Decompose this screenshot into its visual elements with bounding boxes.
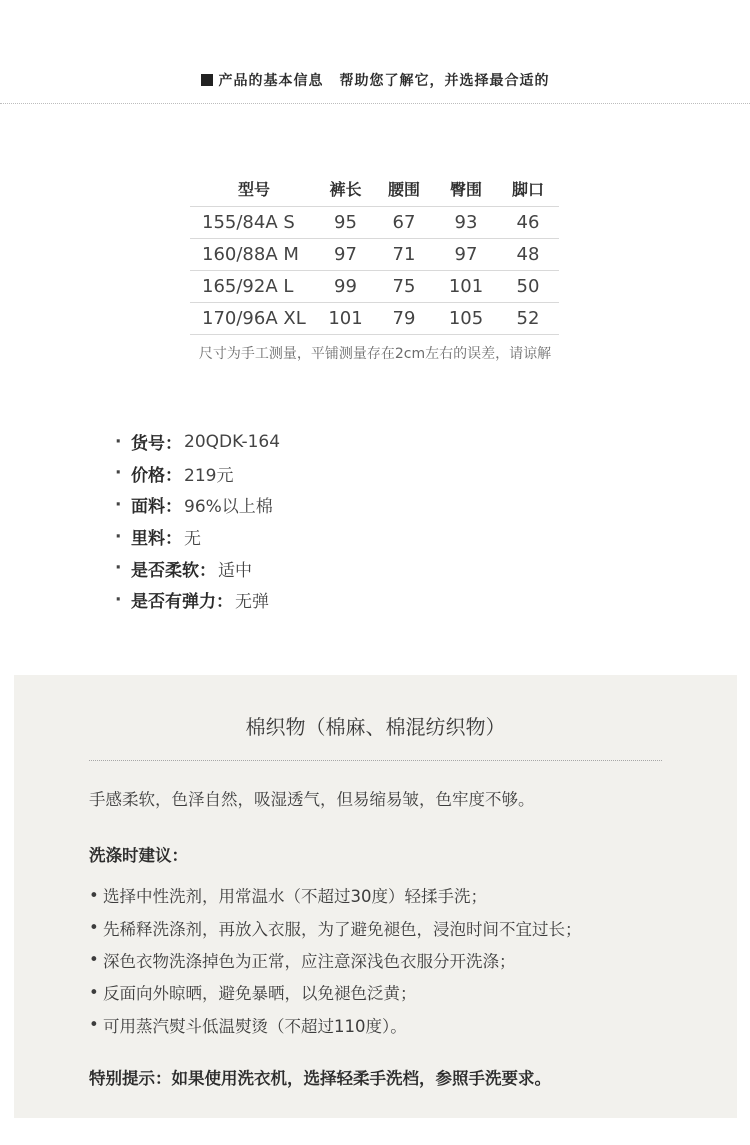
advice-text: 可用蒸汽熨斗低温熨烫（不超过110度）。 — [103, 1016, 407, 1036]
cell-model: 165/92A L — [190, 271, 318, 303]
cell-hip: 101 — [435, 271, 497, 303]
advice-text: 先稀释洗涤剂，再放入衣服，为了避免褪色，浸泡时间不宜过长； — [103, 919, 582, 939]
attribute-item: · 面料： 96%以上棉 — [115, 489, 280, 521]
fabric-description: 手感柔软，色泽自然，吸湿透气，但易缩易皱，色牢度不够。 — [89, 790, 535, 809]
attribute-label: 是否有弹力： — [131, 592, 233, 613]
cell-waist: 67 — [373, 207, 435, 239]
cell-model: 170/96A XL — [190, 303, 318, 335]
attribute-item: · 价格： 219元 — [115, 458, 280, 490]
list-item: • 选择中性洗剂，用常温水（不超过30度）轻揉手洗； — [89, 879, 582, 911]
attribute-value: 96%以上棉 — [184, 497, 273, 518]
table-header-row — [190, 170, 559, 207]
list-item: • 反面向外晾晒，避免暴晒，以免褪色泛黄； — [89, 976, 582, 1008]
size-table — [190, 170, 559, 335]
advice-text: 选择中性洗剂，用常温水（不超过30度）轻揉手洗； — [103, 887, 487, 907]
cell-model: 160/88A M — [190, 239, 318, 271]
cell-waist: 71 — [373, 239, 435, 271]
list-item: • 先稀释洗涤剂，再放入衣服，为了避免褪色，浸泡时间不宜过长； — [89, 911, 582, 943]
attribute-label: 货号： — [131, 434, 182, 455]
column-header-hip: 臀围 — [449, 179, 482, 199]
table-row — [190, 239, 559, 271]
cell-hem: 50 — [497, 271, 559, 303]
attribute-label: 面料： — [131, 497, 182, 518]
section-header — [0, 66, 750, 94]
attribute-item: · 里料： 无 — [115, 521, 280, 553]
care-title: 棉织物（棉麻、棉混纺织物） — [245, 715, 506, 739]
column-header-length: 裤长 — [329, 179, 362, 199]
attribute-label: 里料： — [131, 529, 182, 550]
cell-length: 95 — [318, 207, 373, 239]
header-subtitle: 帮助您了解它，并选择最合适的 — [339, 73, 550, 89]
cell-length: 97 — [318, 239, 373, 271]
attribute-value: 无弹 — [235, 592, 269, 613]
attribute-item: · 货号： 20QDK-164 — [115, 426, 280, 458]
cell-length: 99 — [318, 271, 373, 303]
cell-hem: 46 — [497, 207, 559, 239]
list-item: • 深色衣物洗涤掉色为正常，应注意深浅色衣服分开洗涤； — [89, 944, 582, 976]
attribute-label: 价格： — [131, 465, 182, 486]
table-row — [190, 271, 559, 303]
table-row — [190, 207, 559, 239]
table-row — [190, 303, 559, 335]
cell-waist: 75 — [373, 271, 435, 303]
header-title: 产品的基本信息 — [218, 73, 324, 89]
cell-hem: 52 — [497, 303, 559, 335]
washing-advice-heading: 洗涤时建议： — [89, 846, 188, 865]
attribute-value: 20QDK-164 — [184, 431, 281, 452]
square-bullet-icon — [201, 74, 213, 86]
measurement-note: 尺寸为手工测量，平铺测量存在2cm左右的误差，请谅解 — [198, 346, 552, 362]
advice-text: 反面向外晾晒，避免暴晒，以免褪色泛黄； — [103, 984, 417, 1004]
attribute-item: · 是否有弹力： 无弹 — [115, 584, 280, 616]
product-attributes — [115, 426, 280, 616]
attribute-value: 无 — [184, 529, 201, 550]
attribute-value: 219元 — [184, 465, 234, 486]
column-header-hem: 脚口 — [511, 179, 544, 199]
care-instructions-panel — [14, 675, 737, 1118]
cell-hem: 48 — [497, 239, 559, 271]
attribute-label: 是否柔软： — [131, 560, 216, 581]
column-header-waist: 腰围 — [387, 179, 420, 199]
cell-hip: 93 — [435, 207, 497, 239]
header-divider — [0, 103, 750, 104]
washing-advice-list — [89, 879, 582, 1041]
advice-text: 深色衣物洗涤掉色为正常，应注意深浅色衣服分开洗涤； — [103, 951, 516, 971]
cell-model: 155/84A S — [190, 207, 318, 239]
cell-hip: 97 — [435, 239, 497, 271]
cell-hip: 105 — [435, 303, 497, 335]
column-header-model: 型号 — [237, 179, 270, 199]
list-item: • 可用蒸汽熨斗低温熨烫（不超过110度）。 — [89, 1009, 582, 1041]
attribute-item: · 是否柔软： 适中 — [115, 552, 280, 584]
special-tip: 特别提示：如果使用洗衣机，选择轻柔手洗档，参照手洗要求。 — [89, 1069, 551, 1088]
care-divider — [89, 760, 662, 761]
cell-length: 101 — [318, 303, 373, 335]
cell-waist: 79 — [373, 303, 435, 335]
attribute-value: 适中 — [218, 560, 252, 581]
